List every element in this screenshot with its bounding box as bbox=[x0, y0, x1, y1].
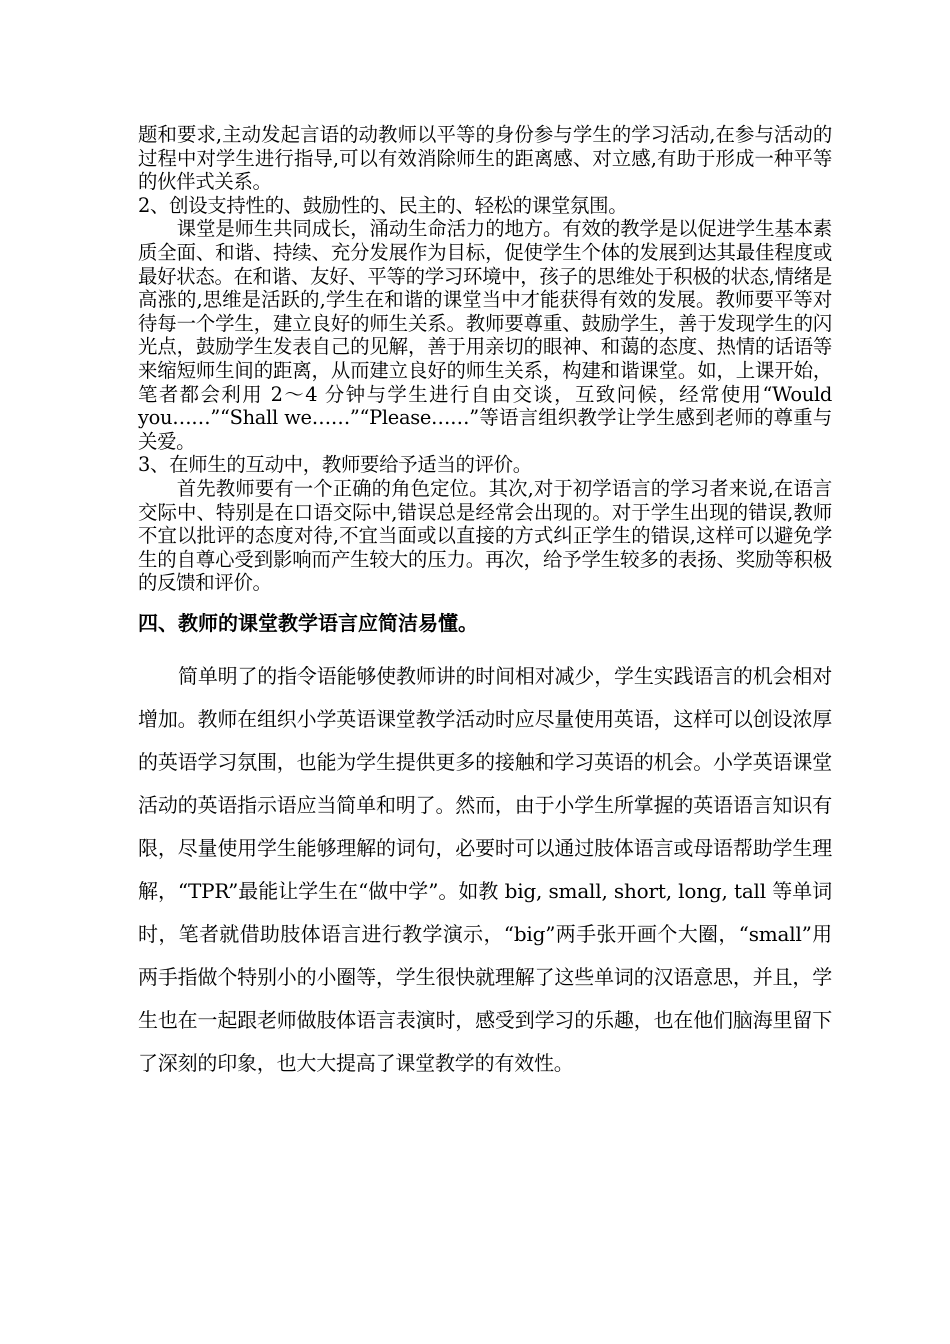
item-3-body: 首先教师要有一个正确的角色定位。其次,对于初学语言的学习者来说,在语言交际中、特别是在口语交际中,错误总是经常会出现的。对于学生出现的错误,教师不宜以批评的态度对待,不宜当面或以直接的方式纠正学生的错误,这样可以避免学生的自尊心受到影响而产生较大的压力。再次，给予学生较多的表扬、奖励等积极的反馈和评价。 bbox=[138, 476, 832, 595]
paragraph-continuation: 题和要求,主动发起言语的动教师以平等的身份参与学生的学习活动,在参与活动的过程中对学生进行指导,可以有效消除师生的距离感、对立感,有助于形成一种平等的伙伴式关系。 bbox=[138, 123, 832, 194]
item-2-heading: 2、创设支持性的、鼓励性的、民主的、轻松的课堂氛围。 bbox=[138, 193, 628, 217]
document-page bbox=[138, 123, 832, 1085]
lower-text-block bbox=[138, 655, 832, 1085]
upper-text-block bbox=[138, 123, 832, 595]
section-4-heading: 四、教师的课堂教学语言应简洁易懂。 bbox=[138, 610, 478, 635]
section-4-body: 简单明了的指令语能够使教师讲的时间相对减少，学生实践语言的机会相对增加。教师在组织小学英语课堂教学活动时应尽量使用英语，这样可以创设浓厚的英语学习氛围，也能为学生提供更多的接触和学习英语的机会。小学英语课堂活动的英语指示语应当简单和明了。然而，由于小学生所掌握的英语语言知识有限，尽量使用学生能够理解的词句，必要时可以通过肢体语言或母语帮助学生理解，“TPR”最能让学生在“做中学”。如教 big, small, short, long, tall 等单词时，笔者就借助肢体语言进行教学演示，“big”两手张开画个大圈，“small”用两手指做个特别小的小圈等，学生很快就理解了这些单词的汉语意思，并且，学生也在一起跟老师做肢体语言表演时，感受到学习的乐趣，也在他们脑海里留下了深刻的印象，也大大提高了课堂教学的有效性。 bbox=[138, 663, 832, 1075]
item-3-heading: 3、在师生的互动中，教师要给予适当的评价。 bbox=[138, 453, 532, 477]
item-2-body: 课堂是师生共同成长，涌动生命活力的地方。有效的教学是以促进学生基本素质全面、和谐、持续、充分发展作为目标，促使学生个体的发展到达其最佳程度或最好状态。在和谐、友好、平等的学习环境中，孩子的思维处于积极的状态,情绪是高涨的,思维是活跃的,学生在和谐的课堂当中才能获得有效的发展。教师要平等对待每一个学生，建立良好的师生关系。教师要尊重、鼓励学生，善于发现学生的闪光点，鼓励学生发表自己的见解，善于用亲切的眼神、和蔼的态度、热情的话语等来缩短师生间的距离，从而建立良好的师生关系，构建和谐课堂。如，上课开始，笔者都会利用 2～4 分钟与学生进行自由交谈，互致问候，经常使用“Would you……”“Shall we……”“Please……”等语言组织教学让学生感到老师的尊重与关爱。 bbox=[138, 217, 832, 453]
